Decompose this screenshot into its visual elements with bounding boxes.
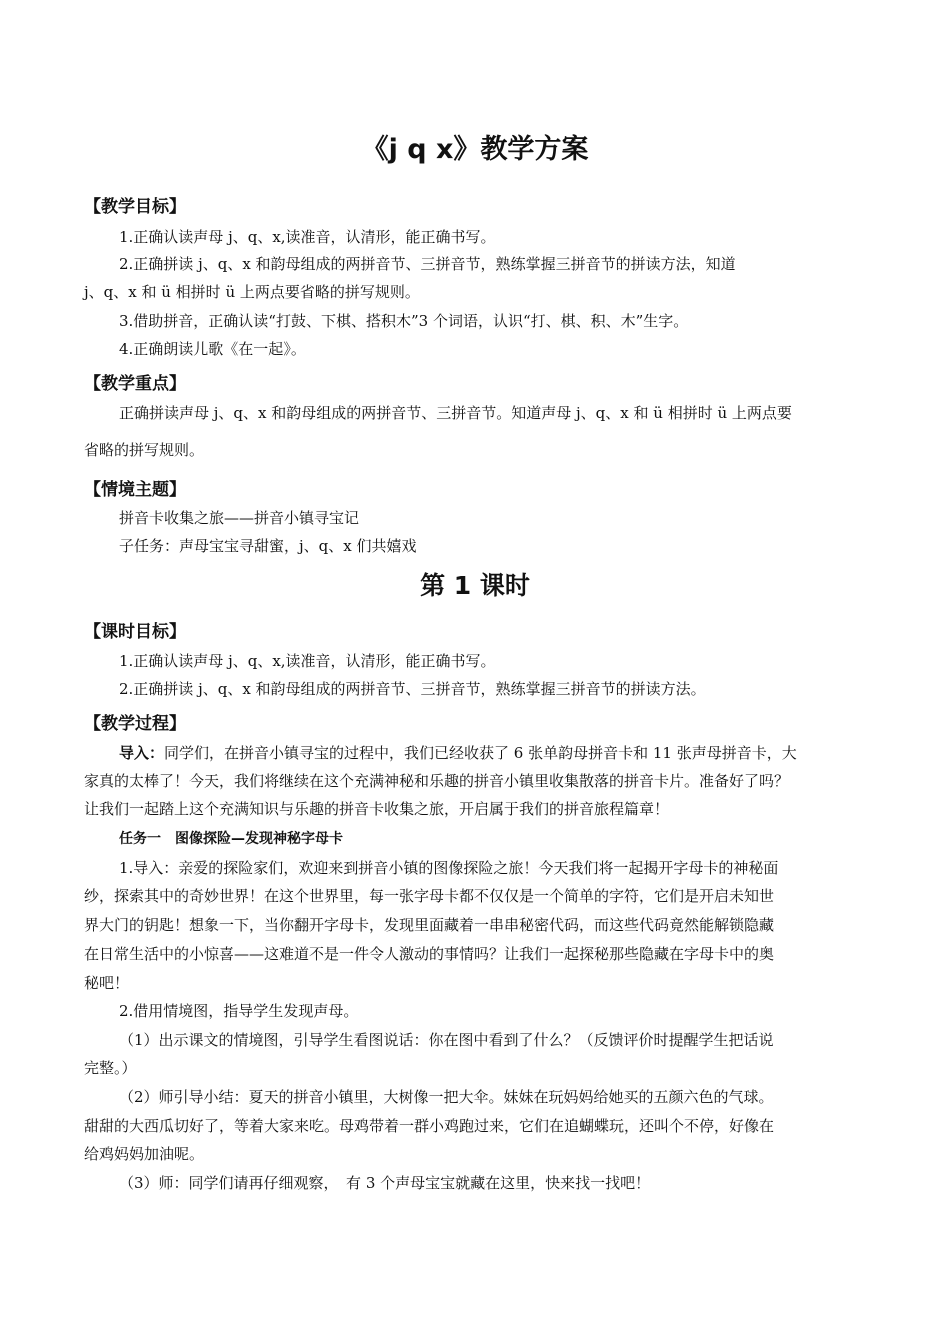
- task-line: 完整。）: [84, 1059, 137, 1077]
- goal-line: 3.借助拼音，正确认读“打鼓、下棋、搭积木”3 个词语，认识“打、棋、积、木”生字。: [119, 312, 689, 330]
- task-line: 甜甜的大西瓜切好了，等着大家来吃。母鸡带着一群小鸡跑过来，它们在追蝴蝶玩，还叫个不停，好像在: [84, 1117, 775, 1135]
- task-heading: 任务一 图像探险—发现神秘字母卡: [119, 831, 343, 847]
- task-line: 给鸡妈妈加油呢。: [84, 1145, 205, 1163]
- task-line: 2.借用情境图，指导学生发现声母。: [119, 1002, 359, 1020]
- document-title: 《j q x》教学方案: [361, 134, 589, 165]
- theme-line: 子任务：声母宝宝寻甜蜜，j、q、x 们共嬉戏: [119, 537, 417, 555]
- task-line: 1.导入：亲爱的探险家们，欢迎来到拼音小镇的图像探险之旅！今天我们将一起揭开字母卡的神秘面: [119, 859, 779, 877]
- task-line: （1）出示课文的情境图，引导学生看图说话：你在图中看到了什么？（反馈评价时提醒学生把话说: [119, 1031, 774, 1049]
- section-heading-key-points: 【教学重点】: [84, 374, 186, 394]
- task-line: 秘吧！: [84, 974, 130, 992]
- task-line: （3）师：同学们请再仔细观察， 有 3 个声母宝宝就藏在这里，快来找一找吧！: [119, 1174, 651, 1192]
- lesson-goal-line: 2.正确拼读 j、q、x 和韵母组成的两拼音节、三拼音节，熟练掌握三拼音节的拼读方法。: [119, 680, 706, 698]
- section-heading-goals: 【教学目标】: [84, 197, 186, 217]
- section-heading-theme: 【情境主题】: [84, 480, 186, 500]
- intro-line: 家真的太棒了！今天，我们将继续在这个充满神秘和乐趣的拼音小镇里收集散落的拼音卡片。准备好了吗？: [84, 772, 790, 790]
- intro-text: 同学们，在拼音小镇寻宝的过程中，我们已经收获了 6 张单韵母拼音卡和 11 张声母拼音卡，大: [164, 744, 797, 762]
- task-line: 纱，探索其中的奇妙世界！在这个世界里，每一张字母卡都不仅仅是一个简单的字符，它们是开启未知世: [84, 887, 775, 905]
- task-line: 界大门的钥匙！想象一下，当你翻开字母卡，发现里面藏着一串串秘密代码，而这些代码竟然能解锁隐藏: [84, 916, 775, 934]
- lesson-goal-line: 1.正确认读声母 j、q、x,读准音，认清形，能正确书写。: [119, 652, 496, 670]
- goal-line: 4.正确朗读儿歌《在一起》。: [119, 340, 306, 358]
- key-point-line: 省略的拼写规则。: [84, 441, 205, 459]
- intro-label: 导入：: [119, 744, 165, 762]
- goal-line: j、q、x 和 ü 相拼时 ü 上两点要省略的拼写规则。: [84, 283, 420, 301]
- theme-line: 拼音卡收集之旅——拼音小镇寻宝记: [119, 509, 360, 527]
- lesson-title: 第 1 课时: [420, 571, 530, 600]
- task-line: 在日常生活中的小惊喜——这难道不是一件令人激动的事情吗？让我们一起探秘那些隐藏在字母卡中的奥: [84, 945, 775, 963]
- section-heading-process: 【教学过程】: [84, 714, 186, 734]
- section-heading-lesson-goals: 【课时目标】: [84, 622, 186, 642]
- intro-line: 让我们一起踏上这个充满知识与乐趣的拼音卡收集之旅，开启属于我们的拼音旅程篇章！: [84, 800, 670, 818]
- intro-line: [119, 743, 797, 763]
- goal-line: 1.正确认读声母 j、q、x,读准音，认清形，能正确书写。: [119, 228, 496, 246]
- task-line: （2）师引导小结：夏天的拼音小镇里，大树像一把大伞。妹妹在玩妈妈给她买的五颜六色的气球。: [119, 1088, 774, 1106]
- goal-line: 2.正确拼读 j、q、x 和韵母组成的两拼音节、三拼音节，熟练掌握三拼音节的拼读方法，知道: [119, 255, 736, 273]
- key-point-line: 正确拼读声母 j、q、x 和韵母组成的两拼音节、三拼音节。知道声母 j、q、x 和 ü 相拼时 ü 上两点要: [119, 404, 792, 422]
